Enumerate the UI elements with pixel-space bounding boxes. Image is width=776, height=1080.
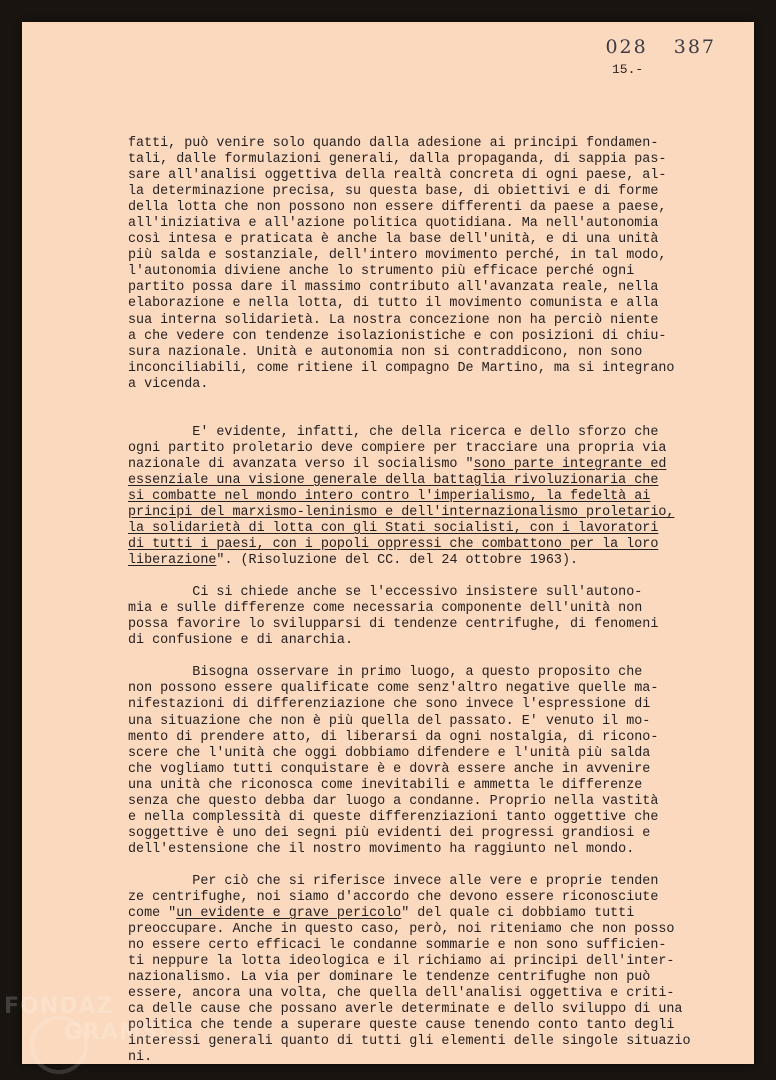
text-line: soggettive è uno dei segni più evidenti dei progressi grandiosi e: [128, 825, 651, 841]
paragraph-2: [128, 425, 728, 569]
text-line: ogni partito proletario deve compiere per tracciare una propria via: [128, 440, 667, 456]
paragraph-3: [128, 585, 728, 649]
underlined-quote: sono parte integrante ed: [473, 456, 667, 472]
citation: ". (Risoluzione del CC. del 24 ottobre 1963).: [216, 553, 579, 569]
text-line: della lotta che non possono non essere differenti da paese a paese,: [128, 200, 667, 216]
text-line: Ci si chiede anche se l'eccessivo insistere sull'autono-: [128, 585, 643, 601]
text-line: partito possa dare il massimo contributo all'avanzata reale, nella: [128, 280, 659, 296]
text-line: a che vedere con tendenze isolazionistiche e con posizioni di chiu-: [128, 328, 667, 344]
text-line: principi del marxismo-leninismo e dell'internazionalismo proletario,: [128, 504, 675, 520]
text-line: essenziale una visione generale della battaglia rivoluzionaria che: [128, 472, 659, 488]
text-line: politica che tende a superare queste cause tenendo conto tanto degli: [128, 1018, 675, 1034]
watermark: [4, 994, 185, 1046]
text-line: non possono essere qualificate come senz'altro negative quelle ma-: [128, 681, 659, 697]
text-line: si combatte nel mondo intero contro l'imperialismo, la fedeltà ai: [128, 488, 651, 504]
watermark-line: GRAMSCI: [64, 1020, 186, 1045]
text-line: nifestazioni di differenziazione che sono invece l'espressione di: [128, 697, 651, 713]
text-line: preoccupare. Anche in questo caso, però, noi riteniamo che non posso: [128, 922, 675, 938]
text-line: [128, 553, 728, 569]
text-segment: " del quale ci dobbiamo tutti: [401, 906, 635, 922]
text-line: e nella complessità di queste differenziazioni tanto oggettive che: [128, 809, 659, 825]
text-line: sura nazionale. Unità e autonomia non si contraddicono, non sono: [128, 344, 643, 360]
text-segment: nazionale di avanzata verso il socialismo ": [128, 456, 474, 472]
text-segment: come ": [128, 906, 177, 922]
body-text: [128, 120, 728, 1066]
text-line: essere, ancora una volta, che quella dell'analisi oggettiva e criti-: [128, 986, 675, 1002]
text-line: scere che l'unità che oggi dobbiamo difendere e l'unità più salda: [128, 745, 651, 761]
text-line: no essere certo efficaci le condanne sommarie e non sono sufficien-: [128, 938, 667, 954]
text-line: di confusione e di anarchia.: [128, 633, 353, 649]
text-line: più salda e sostanziale, dell'intero movimento perché, in tal modo,: [128, 248, 667, 264]
text-line: [128, 457, 728, 473]
text-line: l'autonomia diviene anche lo strumento più efficace perché ogni: [128, 264, 635, 280]
text-line: interessi generali quanto di tutti gli elementi delle singole situazio: [128, 1034, 691, 1050]
text-line: ze centrifughe, noi siamo d'accordo che devono essere riconosciute: [128, 889, 659, 905]
text-line: inconciliabili, come ritiene il compagno De Martino, ma si integrano: [128, 360, 675, 376]
document-page: [22, 22, 754, 1064]
text-line: così intesa e praticata è anche la base dell'unità, e di una unità: [128, 232, 659, 248]
text-line: la solidarietà di lotta con gli Stati socialisti, con i lavoratori: [128, 521, 659, 537]
text-line: all'iniziativa e all'azione politica quotidiana. Ma nell'autonomia: [128, 216, 659, 232]
text-line: mia e sulle differenze come necessaria componente dell'unità non: [128, 601, 643, 617]
text-line: ca delle cause che possano averle determinate e dello sviluppo di una: [128, 1002, 683, 1018]
text-line: tali, dalle formulazioni generali, dalla propaganda, di sappia pas-: [128, 152, 667, 168]
archive-stamp: [579, 36, 716, 58]
archive-code-a: 028: [605, 36, 648, 58]
text-line: nazionalismo. La via per dominare le tendenze centrifughe non può: [128, 970, 651, 986]
text-line: di tutti i paesi, con i popoli oppressi che combattono per la loro: [128, 537, 659, 553]
text-line: E' evidente, infatti, che della ricerca e dello sforzo che: [128, 424, 659, 440]
text-line: una situazione che non è più quella del passato. E' venuto il mo-: [128, 713, 651, 729]
underlined-quote: liberazione: [128, 553, 217, 569]
text-line: sare all'analisi oggettiva della realtà concreta di ogni paese, al-: [128, 168, 667, 184]
underlined-quote: un evidente e grave pericolo: [176, 906, 402, 922]
text-line: a vicenda.: [128, 376, 209, 392]
text-line: fatti, può venire solo quando dalla adesione ai principi fondamen-: [128, 136, 659, 151]
text-line: possa favorire lo svilupparsi di tendenze centrifughe, di fenomeni: [128, 617, 659, 633]
text-line: una unità che riconosca come inevitabili e ammetta le differenze: [128, 777, 643, 793]
text-line: dell'estensione che il nostro movimento ha raggiunto nel mondo.: [128, 841, 635, 857]
text-line: che vogliamo tutti conquistare è e dovrà essere anche in avvenire: [128, 761, 651, 777]
text-line: senza che questo debba dar luogo a condanne. Proprio nella vastità: [128, 793, 659, 809]
text-line: elaborazione e nella lotta, di tutto il movimento comunista e alla: [128, 296, 659, 312]
text-line: Per ciò che si riferisce invece alle vere e proprie tenden: [128, 873, 659, 889]
paragraph-5: [128, 874, 728, 1067]
text-line: [128, 906, 728, 922]
text-line: sua interna solidarietà. La nostra concezione non ha perciò niente: [128, 312, 659, 328]
paragraph-4: [128, 665, 728, 858]
watermark-line: FONDAZ: [4, 994, 114, 1019]
text-line: mento di prendere atto, di liberarsi da ogni nostalgia, di ricono-: [128, 729, 659, 745]
text-line: ni.: [128, 1050, 153, 1066]
page-number: 15.-: [612, 62, 644, 77]
text-line: Bisogna osservare in primo luogo, a questo proposito che: [128, 665, 643, 681]
text-line: ti neppure la lotta ideologica e il richiamo ai principi dell'inter-: [128, 954, 675, 970]
archive-code-b: 387: [673, 36, 716, 58]
text-line: la determinazione precisa, su questa base, di obiettivi e di forme: [128, 184, 659, 200]
